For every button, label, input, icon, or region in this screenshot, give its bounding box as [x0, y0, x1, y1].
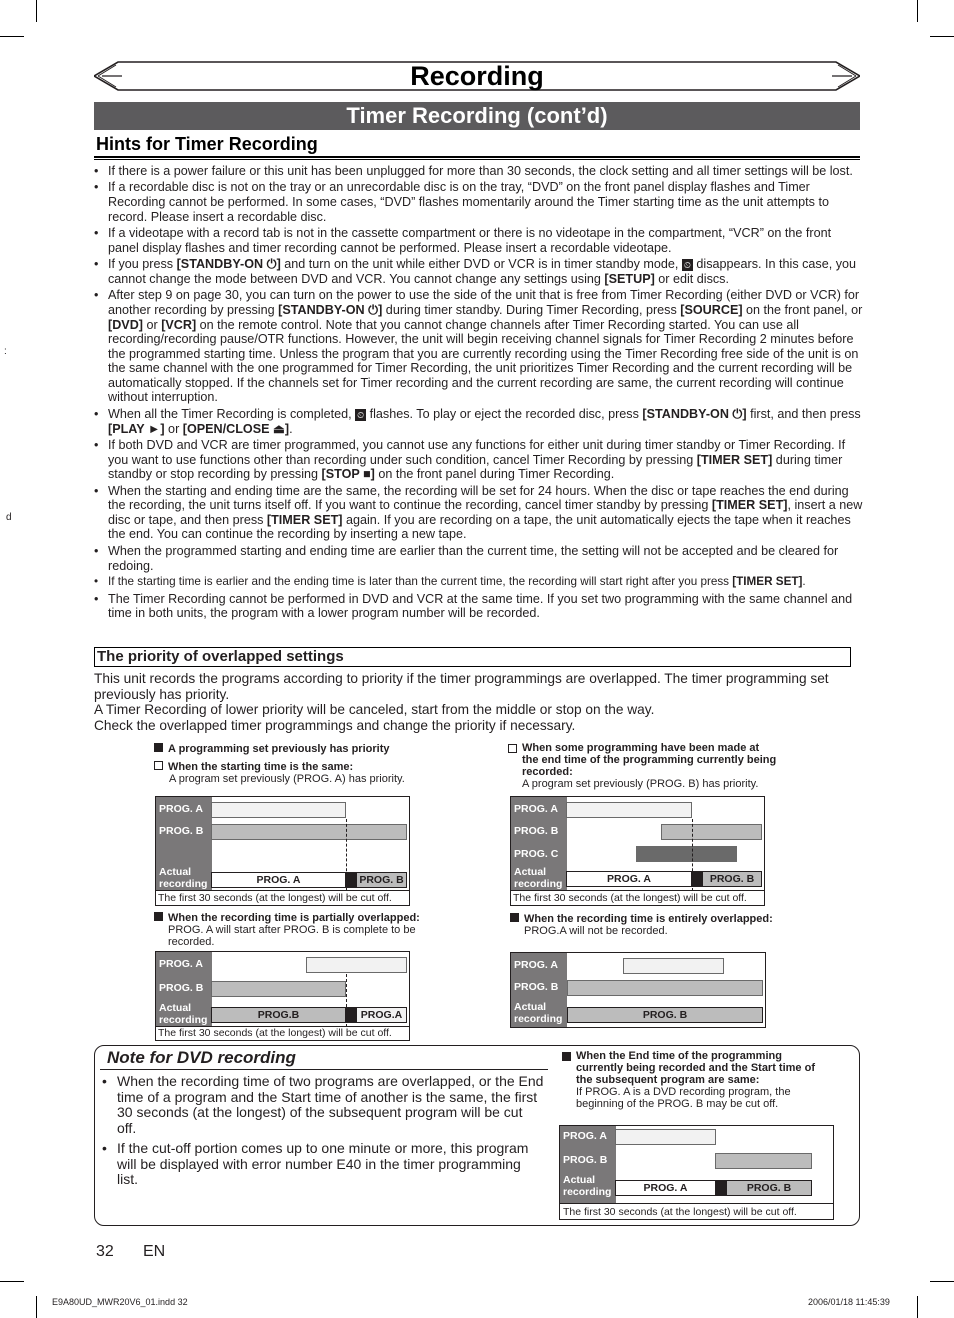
prog-label: PROG. B: [514, 981, 559, 993]
prog-label: PROG. A: [514, 803, 558, 815]
priority-paragraph: A Timer Recording of lower priority will be canceled, start from the middle or stop on the way.: [94, 702, 655, 717]
note-item: • If the cut-off portion comes up to one minute or more, this program will be displayed with error number E40 in the timer programming list.: [100, 1141, 545, 1188]
open-square-icon: [154, 761, 163, 770]
diagram-caption: When some programming have been made at the end time of the programming currently being recorded: A program set previously (PROG. B) has priority.: [508, 742, 798, 790]
page-number: 32: [96, 1243, 114, 1260]
prog-b-bar: [661, 824, 762, 840]
prog-b-bar: [715, 1153, 812, 1169]
crop-mark: [0, 36, 24, 37]
note-rule: [100, 1069, 548, 1070]
hints-heading: Hints for Timer Recording: [96, 134, 318, 154]
footer-rule: [511, 890, 764, 891]
timeline-diagram: [559, 1125, 834, 1220]
diagram-footnote: The first 30 seconds (at the longest) will be cut off.: [513, 892, 747, 904]
actual-label: Actual recording: [514, 1001, 563, 1025]
actual-label: Actual recording: [159, 866, 208, 890]
cut-block: [346, 872, 356, 888]
hints-list: [94, 164, 864, 623]
hint-item: • After step 9 on page 30, you can turn on the power to use the side of the unit that is free from Timer Recording (either DVD or VCR) for another recording by pressing [STANDBY-ON ⏻] during timer standby. During Timer Recording, press [SOURCE] on the front panel, or [DVD] or [VCR] on the remote control. Note that you cannot change channels after Timer Recording started. You can use all recording/recording pause/OTR functions. However, the unit will begin receiving channel signals for Timer Recording 2 minutes before the programmed starting time. Unless the program that you are currently recording using the Timer Recording free side of the unit is on the same channel with the one programmed for Timer Recording, the unit prioritizes Timer Recording and the current recording will be automatically stopped. If the channels set for Timer recording and the current recording are same, the current recording will continue without interruption.: [94, 288, 864, 405]
hint-item: • If you press [STANDBY-ON ⏻] and turn on the unit while either DVD or VCR is in timer standby mode, ⏲ disappears. In this case, you cannot change the mode between DVD and VCR. You cannot change any settings using [SETUP] or edit discs.: [94, 257, 864, 286]
note-title: Note for DVD recording: [107, 1048, 296, 1067]
diagram-caption: When the End time of the programming currently being recorded and the Start time of the subsequent program are same: If PROG. A is a DVD recording program, the beginning of the PROG. B may be cut off.: [562, 1050, 832, 1110]
actual-bar-a: PROG.A: [356, 1007, 407, 1023]
timeline-diagram: [155, 951, 410, 1041]
actual-bar-b: PROG. B: [356, 872, 407, 888]
timeline-diagram: [155, 796, 410, 906]
hint-item: • If there is a power failure or this unit has been unplugged for more than 30 seconds, the clock setting and all timer settings will be lost.: [94, 164, 864, 179]
hint-item: • If both DVD and VCR are timer programmed, you cannot use any functions for either unit during timer standby or Timer Recording. If you want to use functions other than recording under such condition, cancel Timer Recording by pressing [TIMER SET] during timer standby or stop recording by pressing [STOP ■] on the front panel during Timer Recording.: [94, 438, 864, 482]
timer-icon: ⏲: [357, 409, 365, 420]
actual-bar-b: PROG. B: [567, 1007, 763, 1023]
crop-mark: [917, 1296, 918, 1318]
actual-bar-a: PROG. A: [615, 1180, 716, 1196]
priority-paragraph: This unit records the programs according to priority if the timer programmings are overlapped. The timer programming set previously has priority.: [94, 671, 829, 702]
cut-block: [692, 871, 702, 887]
note-item: • When the recording time of two programs are overlapped, or the End time of a program and the Start time of another is the same, the first 30 seconds (at the longest) of the subsequent program will be cut off.: [100, 1074, 545, 1136]
margin-mark: :: [4, 346, 7, 357]
page-title: Timer Recording (cont’d): [94, 102, 860, 130]
open-square-icon: [508, 744, 517, 753]
diagram-caption: When the starting time is the same: A program set previously (PROG. A) has priority.: [154, 761, 454, 785]
filled-square-icon: [154, 912, 163, 921]
diagram-footnote: The first 30 seconds (at the longest) will be cut off.: [563, 1206, 797, 1218]
actual-label: Actual recording: [514, 866, 563, 890]
diagram-heading: A programming set previously has priority: [154, 743, 454, 755]
label-column: [560, 1126, 616, 1203]
prog-label: PROG. A: [514, 959, 558, 971]
print-timestamp: 2006/01/18 11:45:39: [808, 1297, 890, 1307]
timer-icon: ⏲: [683, 260, 691, 271]
crop-mark: [917, 0, 918, 22]
prog-c-bar: [636, 846, 737, 862]
prog-label: PROG. C: [514, 848, 559, 860]
label-column: [156, 952, 212, 1026]
hint-item: • When the programmed starting and ending time are earlier than the current time, the setting will not be accepted and be cleared for redoing.: [94, 544, 864, 573]
filled-square-icon: [562, 1052, 571, 1061]
section-banner: [94, 60, 860, 94]
filled-square-icon: [510, 913, 519, 922]
crop-mark: [0, 1281, 24, 1282]
prog-a-bar: [306, 957, 407, 973]
actual-bar-b: PROG. B: [726, 1180, 812, 1196]
label-column: [156, 797, 212, 890]
priority-heading: The priority of overlapped settings: [94, 647, 851, 667]
actual-bar-a: PROG. A: [211, 872, 346, 888]
prog-b-bar: [211, 824, 407, 840]
crop-mark: [930, 36, 954, 37]
section-title: Recording: [410, 61, 544, 91]
hint-item: • If a recordable disc is not on the tray or an unrecordable disc is on the tray, “DVD” on the front panel display flashes and Timer Recording cannot be performed. In some cases, “DVD” flashes momentarily around the Timer starting time as the unit attempts to record. Please insert a recordable disc.: [94, 180, 864, 224]
priority-text: [94, 671, 864, 733]
timeline-diagram: [510, 796, 765, 906]
footer-rule: [560, 1203, 833, 1204]
label-column: [511, 953, 567, 1027]
filled-square-icon: [154, 743, 163, 752]
prog-b-bar: [211, 981, 346, 997]
prog-label: PROG. A: [159, 803, 203, 815]
timeline-diagram: [510, 952, 766, 1028]
prog-a-bar: [623, 958, 724, 974]
crop-mark: [930, 1281, 954, 1282]
actual-label: Actual recording: [159, 1002, 208, 1026]
diagram-footnote: The first 30 seconds (at the longest) will be cut off.: [158, 1027, 392, 1039]
prog-a-bar: [211, 802, 346, 818]
diagram-caption: When the recording time is partially overlapped: PROG. A will start after PROG. B is complete to be recorded.: [154, 912, 454, 948]
note-list: [100, 1074, 545, 1193]
page-language: EN: [143, 1243, 166, 1260]
prog-label: PROG. B: [159, 982, 204, 994]
crop-mark: [36, 0, 37, 22]
diagram-caption: When the recording time is entirely overlapped: PROG.A will not be recorded.: [510, 913, 810, 937]
footer-rule: [156, 890, 409, 891]
actual-bar-b: PROG.B: [211, 1007, 346, 1023]
prog-a-bar: [566, 802, 692, 818]
prog-label: PROG. A: [563, 1130, 607, 1142]
hint-item: • The Timer Recording cannot be performed in DVD and VCR at the same time. If you set two programming with the same channel and time in both units, the program with a lower program number will be recorded.: [94, 592, 864, 621]
prog-label: PROG. B: [159, 825, 204, 837]
hint-item: • If a videotape with a record tab is not in the cassette compartment or there is no videotape in the compartment, “VCR” on the front panel display flashes and timer recording cannot be performed. Please insert a recordable videotape.: [94, 226, 864, 255]
cut-block: [346, 1007, 356, 1023]
print-slug: E9A80UD_MWR20V6_01.indd 32: [52, 1297, 188, 1307]
cut-block: [716, 1180, 726, 1196]
hint-item: • When the starting and ending time are the same, the recording will be set for 24 hours. When the disc or tape reaches the end during the recording, the unit turns itself off. If you want to continue the recording, cancel timer standby by pressing [TIMER SET], insert a new disc or tape, and then press [TIMER SET] again. If you are recording on a tape, the unit automatically ejects the tape when it reaches the end. You can continue the recording by inserting a new tape.: [94, 484, 864, 542]
prog-a-bar: [615, 1129, 716, 1145]
actual-label: Actual recording: [563, 1174, 612, 1198]
prog-b-bar: [567, 980, 763, 996]
hint-item: • When all the Timer Recording is completed, ⏲ flashes. To play or eject the recorded disc, press [STANDBY-ON ⏻] first, and then press [PLAY ►] or [OPEN/CLOSE ⏏].: [94, 407, 864, 436]
margin-mark: d: [6, 512, 12, 523]
prog-label: PROG. A: [159, 958, 203, 970]
crop-mark: [36, 1296, 37, 1318]
heading-rule: [94, 156, 860, 160]
prog-label: PROG. B: [563, 1154, 608, 1166]
actual-bar-b: PROG. B: [702, 871, 762, 887]
priority-paragraph: Check the overlapped timer programmings and change the priority if necessary.: [94, 717, 576, 733]
label-column: [511, 797, 567, 890]
diagram-footnote: The first 30 seconds (at the longest) will be cut off.: [158, 892, 392, 904]
prog-label: PROG. B: [514, 825, 559, 837]
actual-bar-a: PROG. A: [566, 871, 692, 887]
hint-item: • If the starting time is earlier and the ending time is later than the current time, the recording will start right after you press [TIMER SET].: [94, 575, 864, 590]
